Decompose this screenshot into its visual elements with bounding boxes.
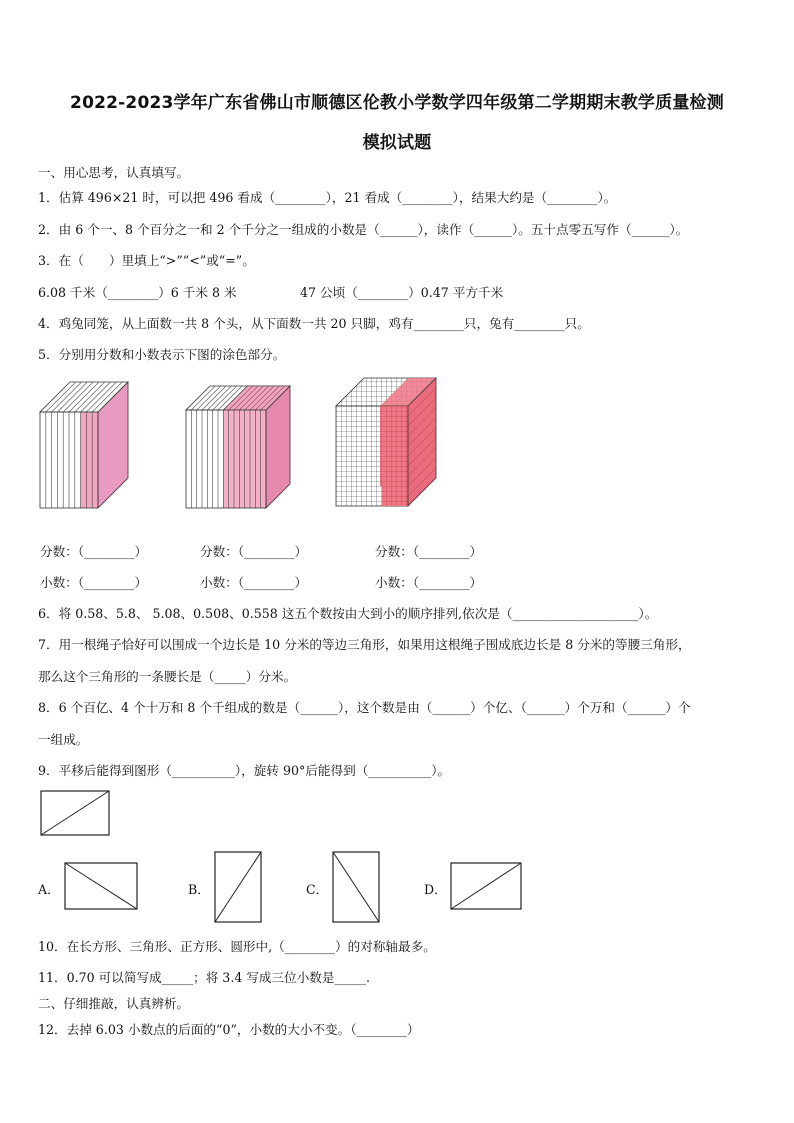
option-a-figure[interactable]	[64, 862, 138, 910]
question-7-line1: 7．用一根绳子恰好可以围成一个边长是 10 分米的等边三角形，如果用这根绳子围成底边长是 8 分米的等腰三角形，	[38, 637, 691, 652]
question-5: 5．分别用分数和小数表示下图的涂色部分。	[38, 347, 286, 362]
question-6: 6．将 0.58、5.8、 5.08、0.508、0.558 这五个数按由大到小的顺序排列,依次是（____________________）。	[38, 606, 658, 621]
q9-original-figure	[40, 790, 112, 836]
option-d-label[interactable]: D．	[424, 882, 447, 897]
question-3b: 47 公顷（________）0.47 平方千米	[300, 285, 504, 300]
figure1-decimal-answer[interactable]: 小数：（________）	[40, 575, 148, 590]
question-3a: 6.08 千米（________）6 千米 8 米	[38, 285, 237, 300]
figure3-decimal-answer[interactable]: 小数：（________）	[375, 575, 483, 590]
section-1-heading: 一、用心思考，认真填写。	[38, 165, 190, 180]
figure2-decimal-answer[interactable]: 小数：（________）	[200, 575, 308, 590]
question-12: 12．去掉 6.03 小数点的后面的“0”，小数的大小不变。（________）	[38, 1022, 420, 1037]
question-11: 11．0.70 可以简写成_____；将 3.4 写成三位小数是_____.	[38, 970, 370, 985]
question-9: 9．平移后能得到图形（__________），旋转 90°后能得到（__________）。	[38, 763, 451, 778]
figure3-fraction-answer[interactable]: 分数：（________）	[375, 544, 483, 559]
option-c-figure[interactable]	[332, 851, 380, 923]
section-2-heading: 二、仔细推敲，认真辨析。	[38, 996, 190, 1011]
option-c-label[interactable]: C．	[306, 882, 329, 897]
question-1: 1．估算 496×21 时，可以把 496 看成（________），21 看成（________），结果大约是（________）。	[38, 190, 617, 205]
option-b-label[interactable]: B．	[188, 882, 210, 897]
question-8-line1: 8．6 个百亿、4 个十万和 8 个千组成的数是（______），这个数是由（______）个亿、（______）个万和（______）个	[38, 700, 691, 715]
figure-rods-partial	[186, 380, 296, 510]
figure-tenths-rods	[40, 382, 140, 510]
option-b-figure[interactable]	[214, 851, 262, 923]
question-8-line2: 一组成。	[38, 732, 89, 747]
question-7-line2: 那么这个三角形的一条腰长是（_____）分米。	[38, 669, 297, 684]
question-4: 4．鸡兔同笼，从上面数一共 8 个头，从下面数一共 20 只脚，鸡有________只，兔有________只。	[38, 316, 590, 331]
figure1-fraction-answer[interactable]: 分数：（________）	[40, 544, 148, 559]
question-2: 2．由 6 个一、8 个百分之一和 2 个千分之一组成的小数是（______），读作（______）。五十点零五写作（______）。	[38, 222, 689, 237]
option-d-figure[interactable]	[450, 862, 522, 910]
question-10: 10．在长方形、三角形、正方形、圆形中,（________）的对称轴最多。	[38, 939, 436, 954]
figure2-fraction-answer[interactable]: 分数：（________）	[200, 544, 308, 559]
option-a-label[interactable]: A．	[38, 882, 60, 897]
page-title-line2: 模拟试题	[362, 133, 432, 153]
page-title-line1: 2022-2023学年广东省佛山市顺德区伦教小学数学四年级第二学期期末教学质量检测	[70, 93, 724, 113]
figure-thousand-cube	[336, 376, 440, 510]
question-3: 3．在（ ）里填上“>”“<”或“=”。	[38, 253, 255, 268]
